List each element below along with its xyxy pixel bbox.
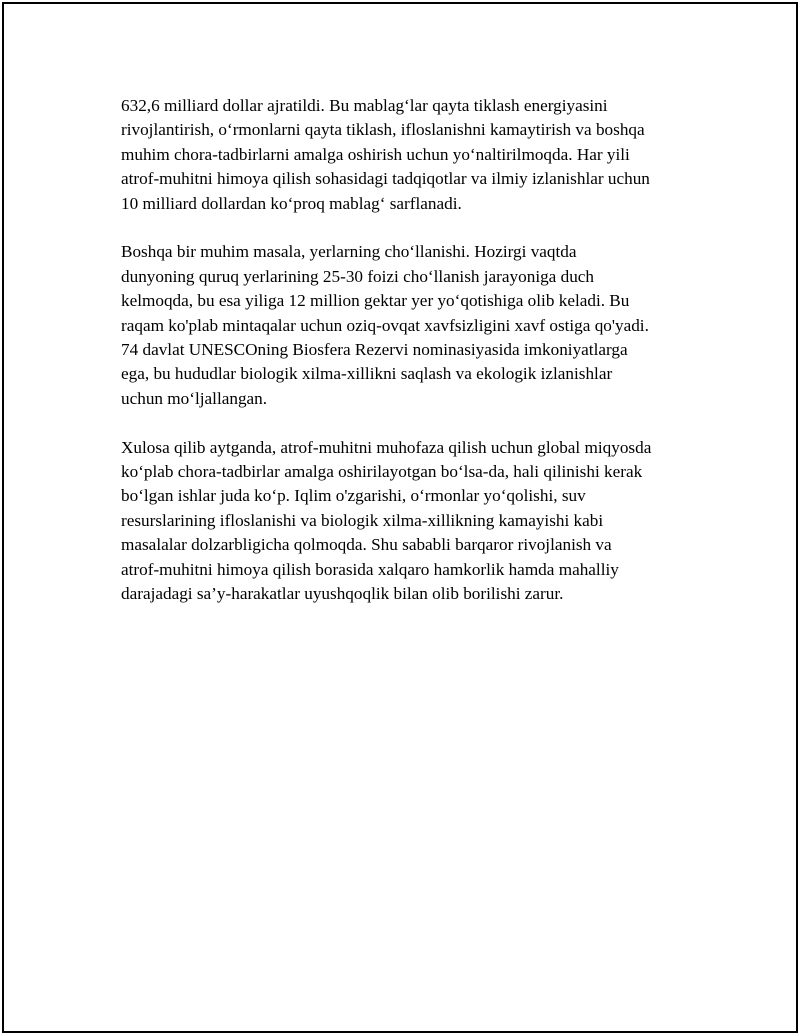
paragraph-line: kelmoqda, bu esa yiliga 12 million gektar yer yo‘qotishiga olib keladi. Bu (121, 291, 630, 311)
paragraph-line: ko‘plab chora-tadbirlar amalga oshirilayotgan bo‘lsa-da, hali qilinishi kerak (121, 462, 643, 482)
paragraph-line: 10 milliard dollardan ko‘proq mablag‘ sarflanadi. (121, 193, 462, 213)
paragraph-line: 632,6 milliard dollar ajratildi. Bu mablag‘lar qayta tiklash energiyasini (121, 96, 608, 115)
paragraph-line: darajadagi sa’y-harakatlar uyushqoqlik bilan olib borilishi zarur. (121, 584, 564, 604)
paragraph-line: resurslarining ifloslanishi va biologik xilma-xillikning kamayishi kabi (121, 510, 604, 530)
paragraph-line: rivojlantirish, o‘rmonlarni qayta tiklash, ifloslanishni kamaytirish va boshqa (121, 120, 645, 140)
paragraph-line: uchun mo‘ljallangan. (121, 388, 268, 408)
paragraph-line: bo‘lgan ishlar juda ko‘p. Iqlim o'zgarishi, o‘rmonlar yo‘qolishi, suv (121, 486, 586, 506)
paragraph-line: atrof-muhitni himoya qilish borasida xalqaro hamkorlik hamda mahalliy (121, 559, 619, 579)
paragraph-3 (121, 436, 721, 607)
paragraph-1 (121, 94, 721, 216)
paragraph-2 (121, 240, 721, 411)
paragraph-line: atrof-muhitni himoya qilish sohasidagi tadqiqotlar va ilmiy izlanishlar uchun (121, 169, 650, 189)
paragraph-line: 74 davlat UNESCOning Biosfera Rezervi nominasiyasida imkoniyatlarga (121, 340, 628, 360)
paragraph-line: Xulosa qilib aytganda, atrof-muhitni muhofaza qilish uchun global miqyosda (121, 437, 652, 457)
paragraph-line: raqam ko'plab mintaqalar uchun oziq-ovqat xavfsizligini xavf ostiga qo'yadi. (121, 315, 649, 335)
document-body (121, 94, 721, 631)
paragraph-line: masalalar dolzarbligicha qolmoqda. Shu sababli barqaror rivojlanish va (121, 535, 612, 555)
paragraph-line: Boshqa bir muhim masala, yerlarning cho‘llanishi. Hozirgi vaqtda (121, 242, 577, 262)
paragraph-line: muhim chora-tadbirlarni amalga oshirish uchun yo‘naltirilmoqda. Har yili (121, 144, 630, 164)
paragraph-line: dunyoning quruq yerlarining 25-30 foizi cho‘llanish jarayoniga duch (121, 266, 595, 286)
paragraph-line: ega, bu hududlar biologik xilma-xillikni saqlash va ekologik izlanishlar (121, 364, 613, 384)
page-frame (2, 2, 798, 1033)
